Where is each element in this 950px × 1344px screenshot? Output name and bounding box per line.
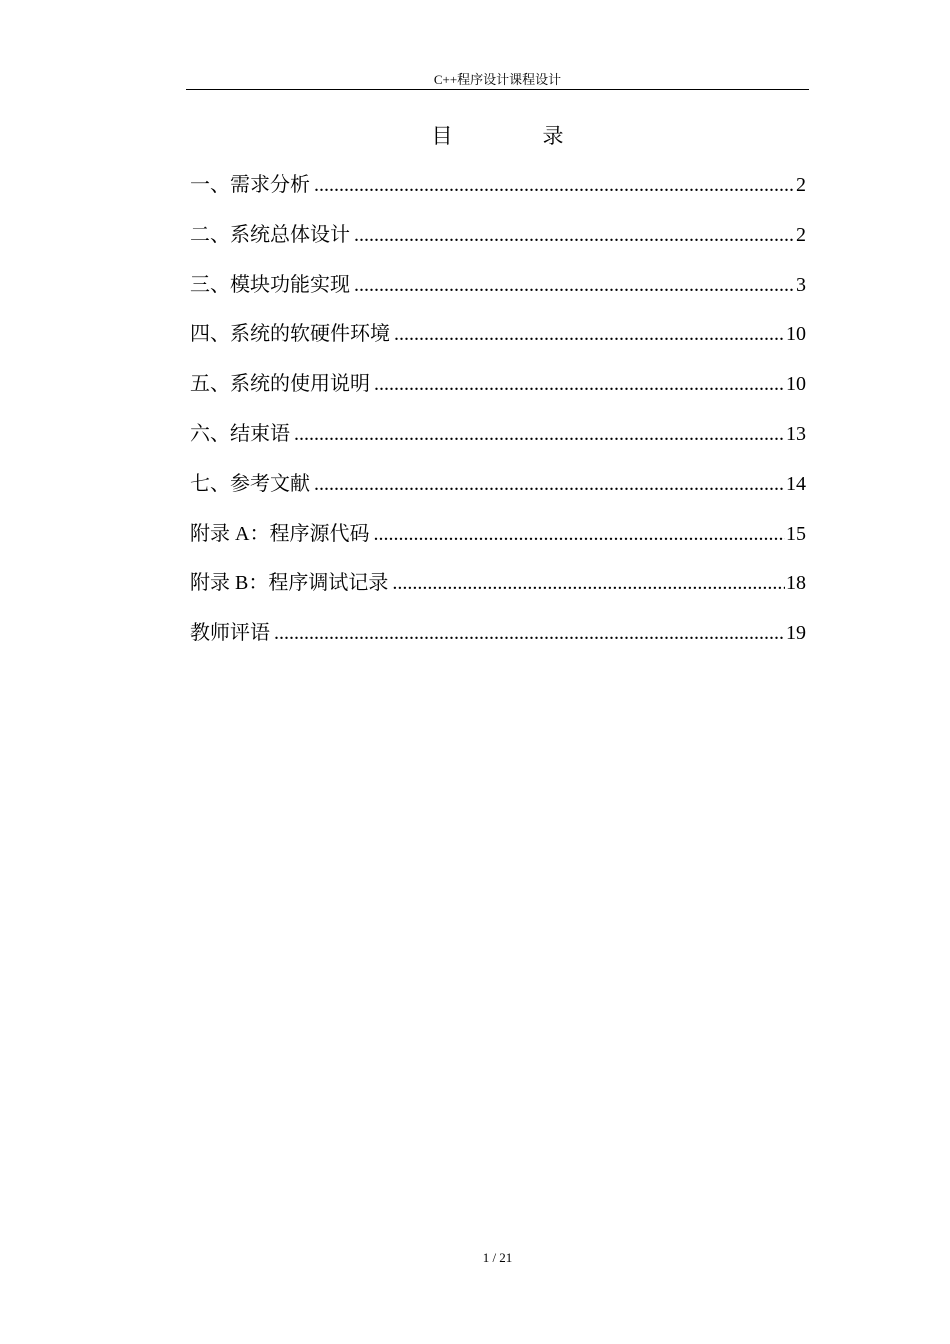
page-number-footer: 1 / 21	[482, 1250, 513, 1265]
toc-entry-label: 六、结束语	[190, 422, 290, 445]
toc-entry-user-guide[interactable]	[190, 370, 806, 420]
toc-title-second-char: 录	[542, 124, 564, 148]
toc-entry-label: 五、系统的使用说明	[190, 373, 370, 396]
toc-dot-leader	[354, 271, 795, 299]
toc-entry-system-design[interactable]	[190, 221, 806, 271]
toc-entry-page: 15	[786, 522, 806, 545]
toc-entry-page: 14	[786, 472, 806, 495]
toc-dot-leader	[392, 569, 785, 597]
toc-entry-label: 三、模块功能实现	[190, 273, 350, 296]
toc-entry-page: 10	[786, 373, 806, 396]
toc-entry-label: 附录 B：程序调试记录	[190, 572, 389, 595]
toc-entry-page: 2	[796, 223, 806, 246]
toc-entry-page: 2	[796, 174, 806, 196]
toc-entry-page: 19	[786, 622, 806, 645]
toc-dot-leader	[374, 370, 785, 398]
toc-entry-requirements-analysis[interactable]	[190, 171, 806, 221]
toc-entry-page: 18	[786, 572, 806, 595]
toc-entry-module-implementation[interactable]	[190, 271, 806, 321]
toc-dot-leader	[394, 320, 785, 348]
toc-entry-page: 10	[786, 323, 806, 346]
toc-title-first-char: 目	[431, 124, 453, 148]
toc-entry-label: 教师评语	[190, 622, 270, 645]
toc-entry-appendix-a[interactable]	[190, 520, 806, 570]
toc-entry-environment[interactable]	[190, 320, 806, 370]
toc-dot-leader	[274, 619, 785, 647]
toc-dot-leader	[294, 420, 785, 448]
toc-entry-appendix-b[interactable]	[190, 569, 806, 619]
toc-entry-references[interactable]	[190, 470, 806, 520]
toc-dot-leader	[373, 520, 785, 548]
toc-entry-conclusion[interactable]	[190, 420, 806, 470]
toc-entry-page: 13	[786, 422, 806, 445]
toc-entry-label: 附录 A：程序源代码	[190, 522, 370, 545]
toc-title	[186, 122, 809, 150]
toc-entry-label: 二、系统总体设计	[190, 223, 350, 246]
toc-dot-leader	[314, 470, 785, 498]
toc-entry-teacher-comments[interactable]	[190, 619, 806, 669]
toc-dot-leader	[314, 171, 795, 199]
toc-entry-label: 四、系统的软硬件环境	[190, 323, 390, 346]
toc-entry-label: 七、参考文献	[190, 472, 310, 495]
toc-entry-page: 3	[796, 273, 806, 296]
table-of-contents	[190, 171, 806, 669]
toc-entry-label: 一、需求分析	[190, 174, 310, 196]
running-header: C++程序设计课程设计	[186, 72, 809, 90]
toc-dot-leader	[354, 221, 795, 249]
